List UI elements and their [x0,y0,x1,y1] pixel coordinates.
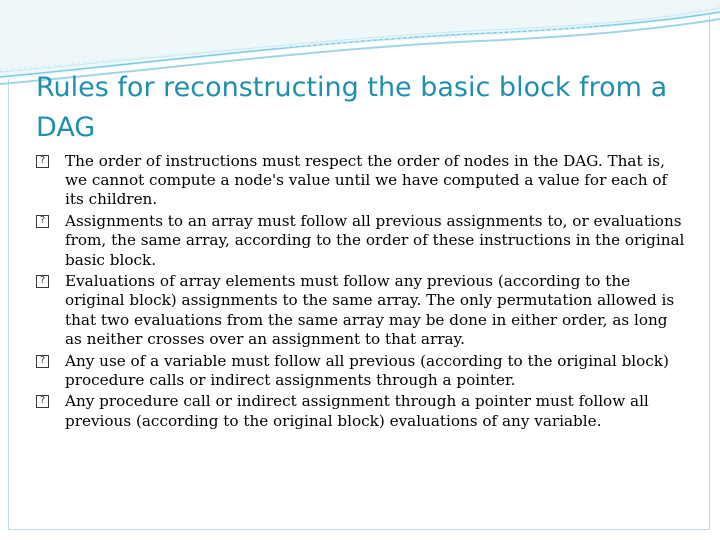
missing-glyph-box-icon [36,395,49,408]
bullet-item [36,272,686,349]
bullet-item [36,212,686,270]
missing-glyph-box-icon [36,215,49,228]
bullet-text: Any use of a variable must follow all previous (according to the original block) procedure calls or indirect assignments through a pointer. [65,351,669,389]
bullet-list [36,152,686,433]
bullet-text: Any procedure call or indirect assignment through a pointer must follow all previous (according to the original block) evaluations of any variable. [65,392,649,430]
bullet-item [36,152,686,210]
bullet-text: Assignments to an array must follow all previous assignments to, or evaluations from, the same array, according to the order of these instructions in the original basic block. [65,212,685,269]
bullet-item [36,352,686,390]
bullet-text: Evaluations of array elements must follow any previous (according to the original block) assignments to the same array. The only permutation allowed is that two evaluations from the same array may be done in either order, as long as neither crosses over an assignment to that array. [65,272,675,348]
missing-glyph-box-icon [36,155,49,168]
slide-title: Rules for reconstructing the basic block from a DAG [36,72,668,143]
bullet-text: The order of instructions must respect the order of nodes in the DAG. That is, we cannot compute a node's value until we have computed a value for each of its children. [65,152,668,209]
bullet-item [36,392,686,430]
missing-glyph-box-icon [36,355,49,368]
missing-glyph-box-icon [36,275,49,288]
